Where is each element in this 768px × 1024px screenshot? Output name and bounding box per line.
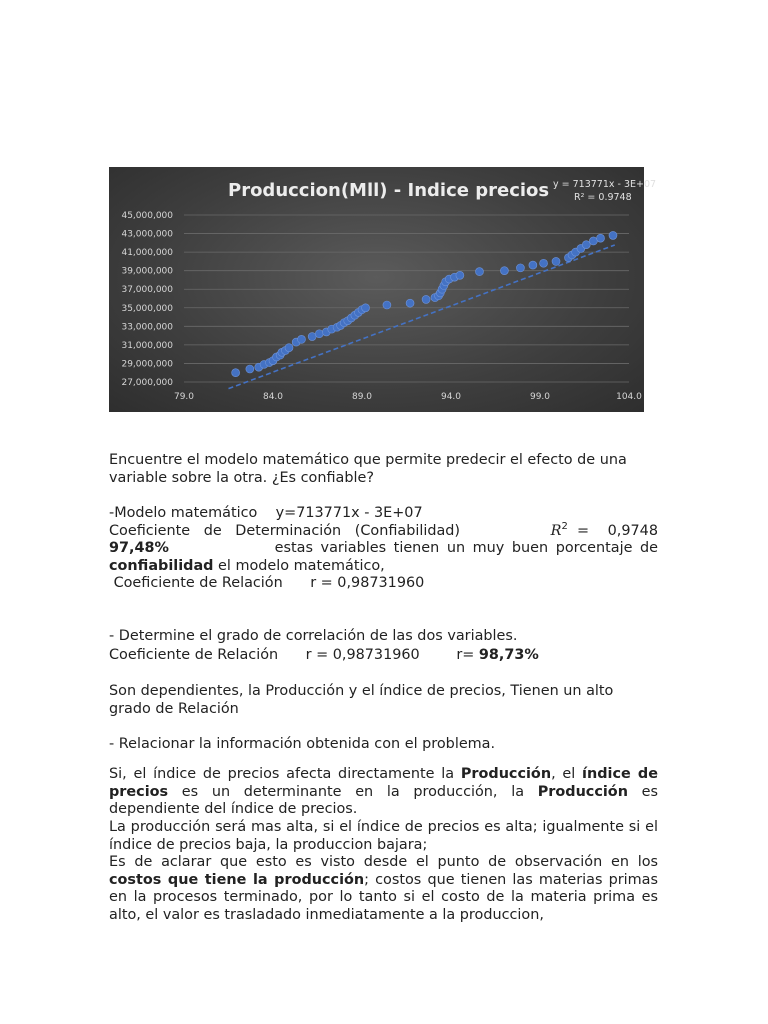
model-equation: y=713771x - 3E+07 [275,505,423,521]
trendline [229,245,615,389]
scatter-chart [109,167,657,412]
data-point [475,268,483,276]
p3-text-c: ; costos que tienen las materias primas en la procesos terminado, por lo tanto si el costo de la materia prima es alto, el valor es trasladado inmediatamente a la produccion, [109,871,658,923]
data-point [246,365,254,373]
x-tick-label: 79.0 [173,392,195,402]
r2-superscript: 2 [561,520,568,532]
x-axis-ticks [174,392,642,402]
dependientes-paragraph: Son dependientes, la Producción y el índice de precios, Tienen un alto grado de Relación [109,683,614,717]
question-1: Encuentre el modelo matemático que permite predecir el efecto de una variable sobre la otra. ¿Es confiable? [109,452,627,486]
data-point [422,295,430,303]
coef-det-label: Coeficiente de Determinación (Confiabilidad) [109,522,461,539]
data-point [362,304,370,312]
chart-title: Produccion(Mll) - Indice precios [228,180,550,201]
y-tick-label: 33,000,000 [121,322,173,333]
data-point [456,271,464,279]
data-point [529,261,537,269]
coef-rel-line-2 [109,647,658,665]
data-point [582,241,590,249]
p1-text-e: es un determinante en la producción, la [181,783,525,800]
data-point [589,237,597,245]
r2-symbol: R [550,522,562,539]
coef-rel-label-2: Coeficiente de Relación [109,647,279,663]
p1-bold-produccion-2: Producción [537,783,628,800]
data-point [540,259,548,267]
percentage-bold: 97,48% [109,540,169,557]
model-line [109,505,658,523]
confiabilidad-rest: el modelo matemático, [218,557,385,574]
p1-text-c: , el [551,766,576,782]
data-point [516,264,524,272]
percentage-line [109,540,658,558]
chart-points [232,231,617,376]
p3-text-a: Es de aclarar que esto es visto desde el punto de observación en los [109,854,658,870]
model-prefix: -Modelo matemático [109,505,258,521]
y-tick-label: 39,000,000 [121,266,173,277]
coef-det-line [109,520,658,541]
percentage-rest: estas variables tienen un muy buen porcentaje de [274,540,658,557]
question-3: - Relacionar la información obtenida con el problema. [109,736,496,752]
p1-text-a: Si, el índice de precios afecta directamente la [109,766,455,782]
p3-bold-costos: costos que tiene la producción [109,871,365,888]
chart-gridlines [184,215,629,382]
x-tick-label: 89.0 [351,392,373,402]
r-percent-bold: 98,73% [478,647,539,663]
data-point [383,301,391,309]
chart-svg [109,167,657,412]
data-point [552,257,560,265]
coef-rel-value-2: r = 0,98731960 [305,647,420,663]
coef-rel-value: r = 0,98731960 [310,575,425,592]
data-point [232,369,240,377]
p1-text-g: es dependiente del índice de precios. [109,783,658,818]
x-tick-label: 94.0 [440,392,462,402]
x-tick-label: 84.0 [262,392,284,402]
y-tick-label: 45,000,000 [121,211,173,221]
model-block [109,505,658,593]
data-point [500,267,508,275]
data-point [285,344,293,352]
data-point [308,333,316,341]
data-point [597,234,605,242]
data-point [609,231,617,239]
confiabilidad-line [109,558,658,576]
paragraph-3 [109,854,658,924]
y-tick-label: 29,000,000 [121,359,173,370]
y-tick-label: 27,000,000 [121,378,173,388]
y-axis-ticks [121,211,173,388]
y-tick-label: 37,000,000 [121,285,173,296]
y-tick-label: 31,000,000 [121,340,173,351]
x-tick-label: 99.0 [529,392,551,402]
trendline-equation: y = 713771x - 3E+07 [553,179,657,190]
question-2: - Determine el grado de correlación de las dos variables. [109,628,518,644]
p1-bold-produccion: Producción [460,766,552,782]
coef-rel-line [109,575,658,593]
r-squared-label: R² = 0.9748 [574,192,632,203]
confiabilidad-bold: confiabilidad [109,557,214,574]
data-point [297,335,305,343]
r2-expression [550,520,658,541]
y-tick-label: 41,000,000 [121,248,173,259]
p1-bold-indice: índice de precios [109,766,658,800]
coef-rel-label: Coeficiente de Relación [113,575,283,592]
x-tick-label: 104.0 [616,392,642,402]
y-tick-label: 35,000,000 [121,303,173,314]
r2-value: = 0,9748 [577,522,658,539]
paragraph-2: La producción será mas alta, si el índice de precios es alta; igualmente si el índice de precios baja, la produccion bajara; [109,819,658,853]
paragraph-1 [109,766,658,819]
data-point [315,330,323,338]
data-point [406,299,414,307]
r-percent-label: r= [456,647,475,663]
y-tick-label: 43,000,000 [121,229,173,240]
